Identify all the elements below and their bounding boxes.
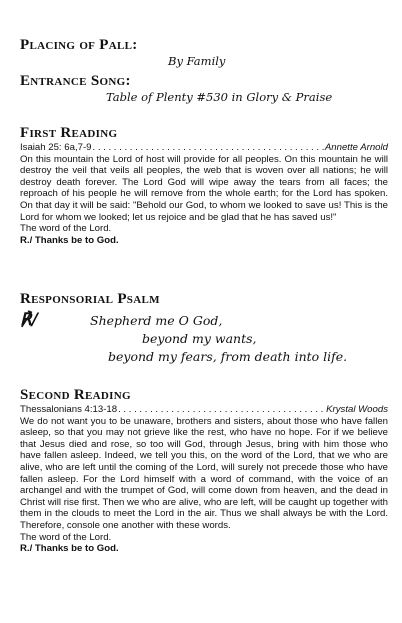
entrance-section — [20, 72, 388, 104]
second-reading-closing: The word of the Lord. — [20, 531, 112, 543]
first-reading-citation-line — [20, 142, 388, 154]
dot-leader — [92, 142, 323, 154]
psalm-line-2: beyond my wants, — [142, 331, 257, 346]
psalm-heading: Responsorial Psalm — [20, 291, 160, 307]
placing-section — [20, 36, 388, 68]
second-reading-citation: Thessalonians 4:13-18 — [20, 404, 118, 415]
first-reading-response: R./ Thanks be to God. — [20, 234, 119, 246]
first-reading-citation: Isaiah 25: 6a,7-9 — [20, 142, 92, 153]
second-reading-citation-line — [20, 404, 388, 416]
first-reading-heading: First Reading — [20, 125, 118, 141]
second-reading-heading: Second Reading — [20, 387, 131, 403]
entrance-heading: Entrance Song: — [20, 73, 131, 89]
placing-by: By Family — [168, 54, 226, 68]
second-reading-reader: Krystal Woods — [326, 404, 388, 415]
first-reading-section — [20, 124, 388, 246]
psalm-line-1: Shepherd me O God, — [90, 313, 223, 328]
first-reading-closing: The word of the Lord. — [20, 223, 112, 235]
psalm-section — [20, 290, 388, 370]
placing-heading: Placing of Pall: — [20, 37, 138, 53]
first-reading-text: On this mountain the Lord of host will provide for all peoples. On this mountain he will destroy the veil that veils all peoples, the web that is woven over all nations; he will destroy death forever. The Lord God will wipe away the tears from all faces; the reproach of his people he will remove from the whole earth; for the Lord has spoken. On that day it will be said: "Behold our God, to whom we looked to save us! This is the Lord for whom we looked; let us rejoice and be glad that he has saved us!" — [20, 153, 388, 223]
second-reading-section — [20, 386, 388, 555]
first-reading-reader: Annette Arnold — [324, 142, 388, 153]
entrance-song: Table of Plenty #530 in Glory & Praise — [106, 90, 333, 104]
dot-leader — [118, 404, 325, 416]
second-reading-response: R./ Thanks be to God. — [20, 543, 119, 555]
second-reading-text: We do not want you to be unaware, brothers and sisters, about those who have fallen asleep, so that you may not grieve like the rest, who have no hope. For if we believe that Jesus died and rose, so too will God, through Jesus, bring with him those who have fallen asleep. Indeed, we tell you this, on the word of the Lord, that we who are alive, who are left until the coming of the Lord, will surely not precede those who have fallen asleep. For the Lord himself with a word of command, with the voice of an archangel and with the trumpet of God, will come down from heaven, and the dead in Christ will rise first. Then we who are alive, who are left, will be caught up together with them in the clouds to meet the Lord in the air. Thus we shall always be with the Lord. Therefore, console one another with these words. — [20, 415, 388, 531]
psalm-r-symbol: ℟/ — [20, 310, 38, 330]
psalm-line-3: beyond my fears, from death into life. — [108, 349, 348, 364]
